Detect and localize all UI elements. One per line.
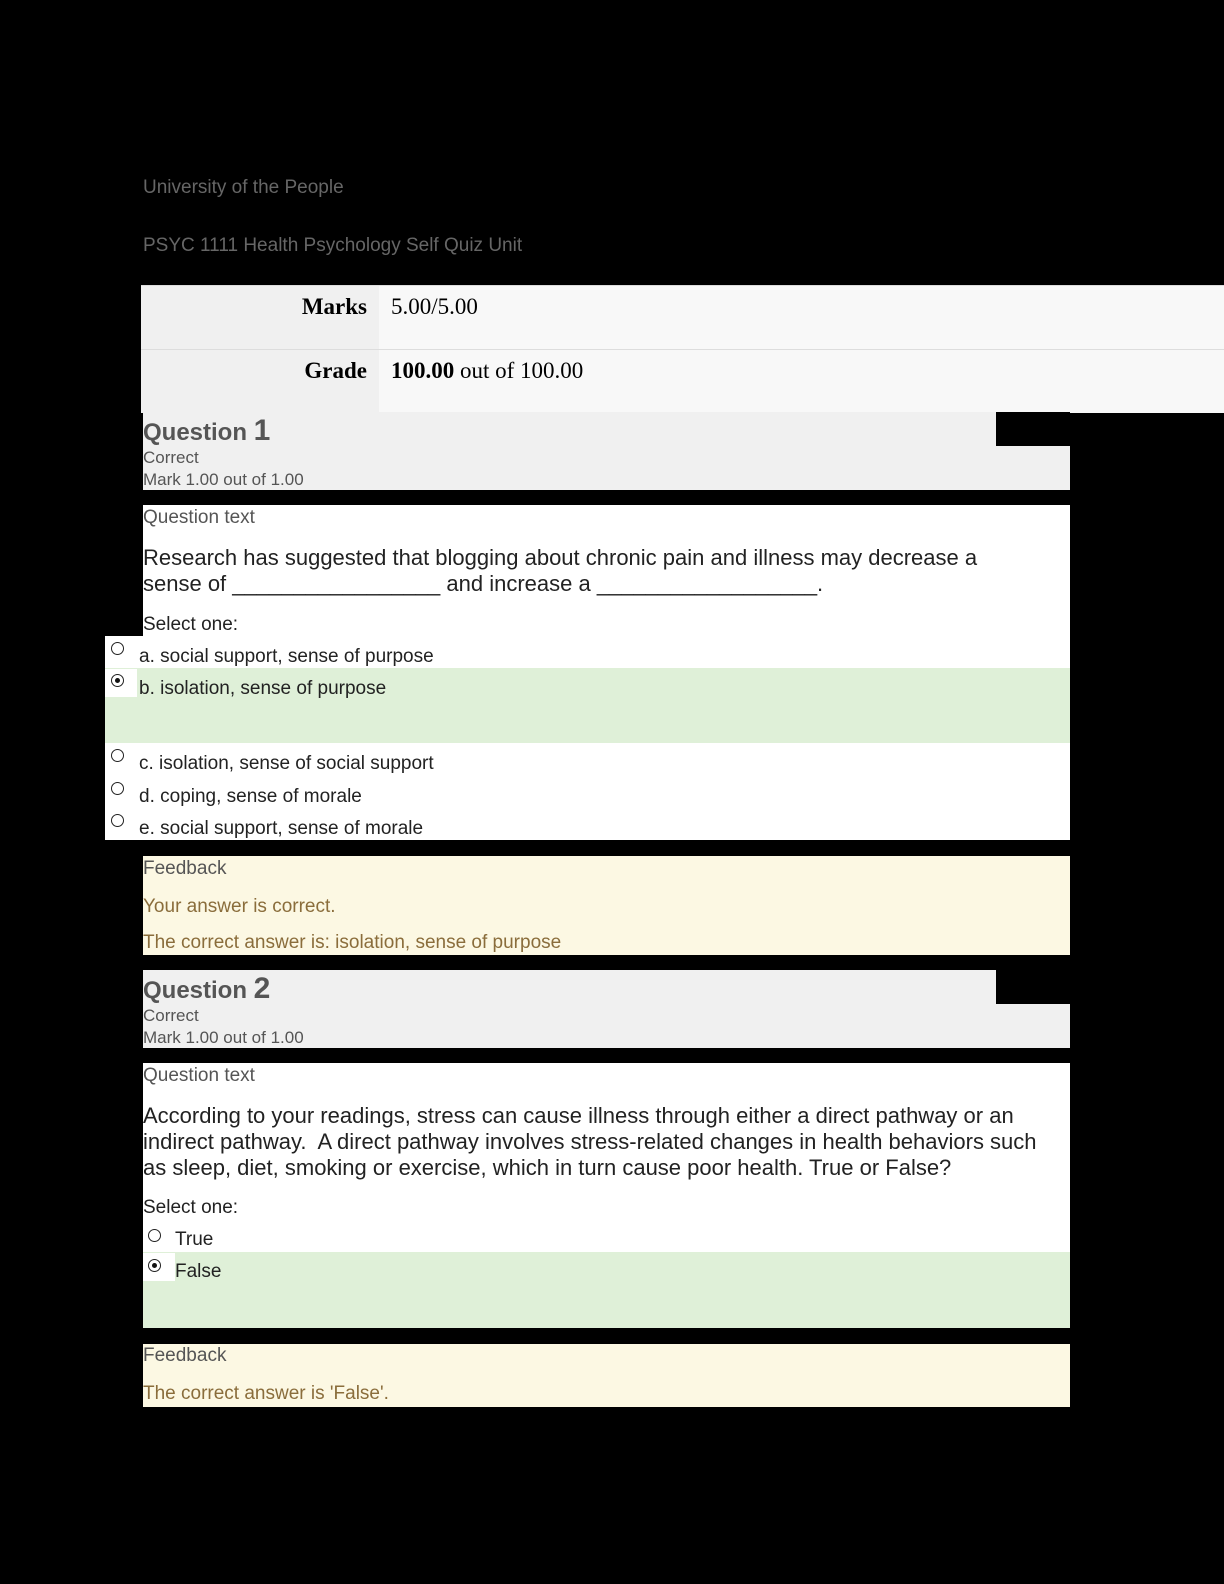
question-title-text: Question — [143, 977, 254, 1004]
question-2-state: Correct — [143, 1006, 199, 1025]
q1-option-c-label[interactable]: c. isolation, sense of social support — [139, 753, 434, 774]
question-2-text-line-2: indirect pathway. A direct pathway involves stress-related changes in health behaviors such — [143, 1129, 1037, 1154]
question-2-feedback — [143, 1344, 1070, 1407]
grade-row — [141, 350, 1224, 415]
feedback-correct-answer: The correct answer is 'False'. — [143, 1383, 389, 1404]
q1-option-b-label[interactable]: b. isolation, sense of purpose — [139, 678, 387, 699]
q1-option-c-radio[interactable] — [111, 749, 124, 762]
question-number: 1 — [253, 414, 271, 447]
question-2-text-line-1: According to your readings, stress can cause illness through either a direct pathway or an — [143, 1103, 1014, 1128]
correct-answer-highlight — [143, 1252, 1070, 1328]
info-notch — [996, 970, 1070, 1004]
question-text-label: Question text — [143, 507, 255, 528]
q2-option-false-label[interactable]: False — [175, 1261, 222, 1282]
question-text-label: Question text — [143, 1065, 255, 1086]
grade-out-of: out of 100.00 — [454, 358, 584, 383]
question-2-content — [143, 1063, 1070, 1328]
feedback-correctness: Your answer is correct. — [143, 896, 336, 917]
question-title-text: Question — [143, 419, 254, 446]
question-1-title — [143, 414, 270, 448]
q1-option-d-radio[interactable] — [111, 782, 124, 795]
q2-option-false-radio[interactable] — [148, 1259, 161, 1272]
question-1-feedback — [143, 856, 1070, 955]
question-2-info — [143, 970, 1070, 1048]
question-number: 2 — [253, 972, 271, 1005]
info-notch — [996, 412, 1070, 446]
q1-option-a-label[interactable]: a. social support, sense of purpose — [139, 646, 434, 667]
feedback-label: Feedback — [143, 1345, 227, 1366]
marks-label: Marks — [141, 286, 379, 349]
question-1-text-line-2: sense of _________________ and increase a __________________. — [143, 571, 824, 596]
question-2-mark: Mark 1.00 out of 1.00 — [143, 1028, 304, 1047]
q2-option-true-label[interactable]: True — [175, 1229, 214, 1250]
q1-option-a-radio[interactable] — [111, 642, 124, 655]
course-title: PSYC 1111 Health Psychology Self Quiz Unit — [143, 235, 523, 256]
question-2-title — [143, 972, 270, 1006]
feedback-correct-answer: The correct answer is: isolation, sense of purpose — [143, 932, 562, 953]
question-1-text-line-1: Research has suggested that blogging about chronic pain and illness may decrease a — [143, 545, 978, 570]
grade-score: 100.00 — [391, 358, 455, 383]
question-2-text-line-3: as sleep, diet, smoking or exercise, which in turn cause poor health. True or False? — [143, 1155, 952, 1180]
q1-option-d-label[interactable]: d. coping, sense of morale — [139, 786, 362, 807]
question-1-mark: Mark 1.00 out of 1.00 — [143, 470, 304, 489]
marks-value: 5.00/5.00 — [391, 294, 478, 319]
grade-label: Grade — [141, 350, 379, 413]
marks-row — [141, 286, 1224, 350]
select-one-label: Select one: — [143, 614, 239, 635]
question-1-state: Correct — [143, 448, 199, 467]
select-one-label: Select one: — [143, 1197, 239, 1218]
q1-option-e-radio[interactable] — [111, 814, 124, 827]
q2-option-true-radio[interactable] — [148, 1229, 161, 1242]
question-1-info — [143, 412, 1070, 490]
q1-option-e-label[interactable]: e. social support, sense of morale — [139, 818, 424, 839]
grade-value — [391, 358, 583, 384]
institution-name: University of the People — [143, 177, 344, 198]
feedback-label: Feedback — [143, 858, 227, 879]
q1-option-b-radio[interactable] — [111, 674, 124, 687]
quiz-summary-table — [141, 285, 1224, 415]
